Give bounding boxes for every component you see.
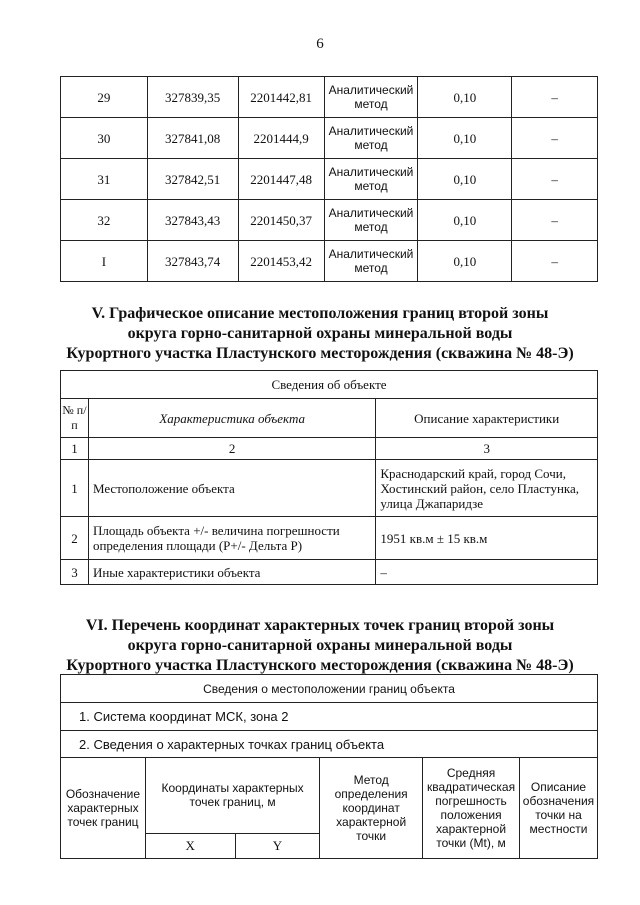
header-description: Описание обозначения точки на местности <box>520 758 598 859</box>
object-info-caption: Сведения об объекте <box>61 371 598 399</box>
method-cell: Аналитический метод <box>324 77 418 118</box>
coord-x: 327841,08 <box>147 118 238 159</box>
error-cell: 0,10 <box>418 159 512 200</box>
description-cell: – <box>512 77 598 118</box>
row-characteristic: Площадь объекта +/- величина погрешности определения площади (P+/- Дельта P) <box>88 517 375 560</box>
method-cell: Аналитический метод <box>324 200 418 241</box>
page-number: 6 <box>316 36 324 52</box>
point-number: 32 <box>61 200 148 241</box>
section-6-title-line: округа горно-санитарной охраны минеральной воды <box>127 637 513 654</box>
description-cell: – <box>512 118 598 159</box>
section-6-title-line: Курортного участка Пластунского месторождения (скважина № 48-Э) <box>66 657 574 674</box>
coord-x: 327842,51 <box>147 159 238 200</box>
error-cell: 0,10 <box>418 77 512 118</box>
col-number-header <box>61 399 89 438</box>
object-info-table <box>60 370 598 585</box>
coord-x: 327843,74 <box>147 241 238 282</box>
row-characteristic: Местоположение объекта <box>88 460 375 517</box>
row-description: Краснодарский край, город Сочи, Хостинский район, село Пластунка, улица Джапаридзе <box>376 460 598 517</box>
row-number: 2 <box>61 517 89 560</box>
section-6-title-line: VI. Перечень координат характерных точек границ второй зоны <box>85 617 555 634</box>
error-cell: 0,10 <box>418 118 512 159</box>
section-6-heading <box>0 616 640 676</box>
method-cell: Аналитический метод <box>324 118 418 159</box>
description-cell: – <box>512 200 598 241</box>
row-number: 1 <box>61 460 89 517</box>
section-5-title-line: Курортного участка Пластунского месторождения (скважина № 48-Э) <box>66 345 574 362</box>
coordinates-table-continued <box>60 76 598 282</box>
point-number: 31 <box>61 159 148 200</box>
header-x: X <box>145 833 235 858</box>
col-description-header: Описание характеристики <box>376 399 598 438</box>
row-description: 1951 кв.м ± 15 кв.м <box>376 517 598 560</box>
point-number: 29 <box>61 77 148 118</box>
description-cell: – <box>512 241 598 282</box>
points-info: 2. Сведения о характерных точках границ объекта <box>61 731 598 758</box>
boundary-caption: Сведения о местоположении границ объекта <box>61 675 598 703</box>
coordinate-system: 1. Система координат МСК, зона 2 <box>61 703 598 731</box>
coord-y: 2201442,81 <box>238 77 324 118</box>
point-number: 30 <box>61 118 148 159</box>
section-5-title-line: V. Графическое описание местоположения границ второй зоны <box>91 305 549 322</box>
coord-y: 2201447,48 <box>238 159 324 200</box>
coord-x: 327843,43 <box>147 200 238 241</box>
error-cell: 0,10 <box>418 200 512 241</box>
header-coordinates: Координаты характерных точек границ, м <box>145 758 319 834</box>
coordinate-row <box>61 241 598 282</box>
coordinate-row <box>61 77 598 118</box>
col-index-1: 1 <box>61 438 89 460</box>
section-5-title-line: округа горно-санитарной охраны минеральной воды <box>127 325 513 342</box>
coord-y: 2201450,37 <box>238 200 324 241</box>
coord-y: 2201444,9 <box>238 118 324 159</box>
coordinate-row <box>61 200 598 241</box>
col-characteristic-header: Характеристика объекта <box>88 399 375 438</box>
coordinate-row <box>61 118 598 159</box>
header-designation: Обозначение характерных точек границ <box>61 758 146 859</box>
col-index-3: 3 <box>376 438 598 460</box>
method-cell: Аналитический метод <box>324 159 418 200</box>
coord-x: 327839,35 <box>147 77 238 118</box>
error-cell: 0,10 <box>418 241 512 282</box>
description-cell: – <box>512 159 598 200</box>
row-number: 3 <box>61 560 89 585</box>
col-number-label: № п/п <box>62 403 87 432</box>
header-method: Метод определения координат характерной точки <box>320 758 423 859</box>
boundary-points-table <box>60 674 598 859</box>
coordinate-row <box>61 159 598 200</box>
header-y: Y <box>235 833 320 858</box>
row-characteristic: Иные характеристики объекта <box>88 560 375 585</box>
col-index-2: 2 <box>88 438 375 460</box>
coord-y: 2201453,42 <box>238 241 324 282</box>
header-error: Средняя квадратическая погрешность положения характерной точки (Mt), м <box>423 758 520 859</box>
method-cell: Аналитический метод <box>324 241 418 282</box>
point-number: I <box>61 241 148 282</box>
row-description: – <box>376 560 598 585</box>
section-5-heading <box>0 304 640 364</box>
